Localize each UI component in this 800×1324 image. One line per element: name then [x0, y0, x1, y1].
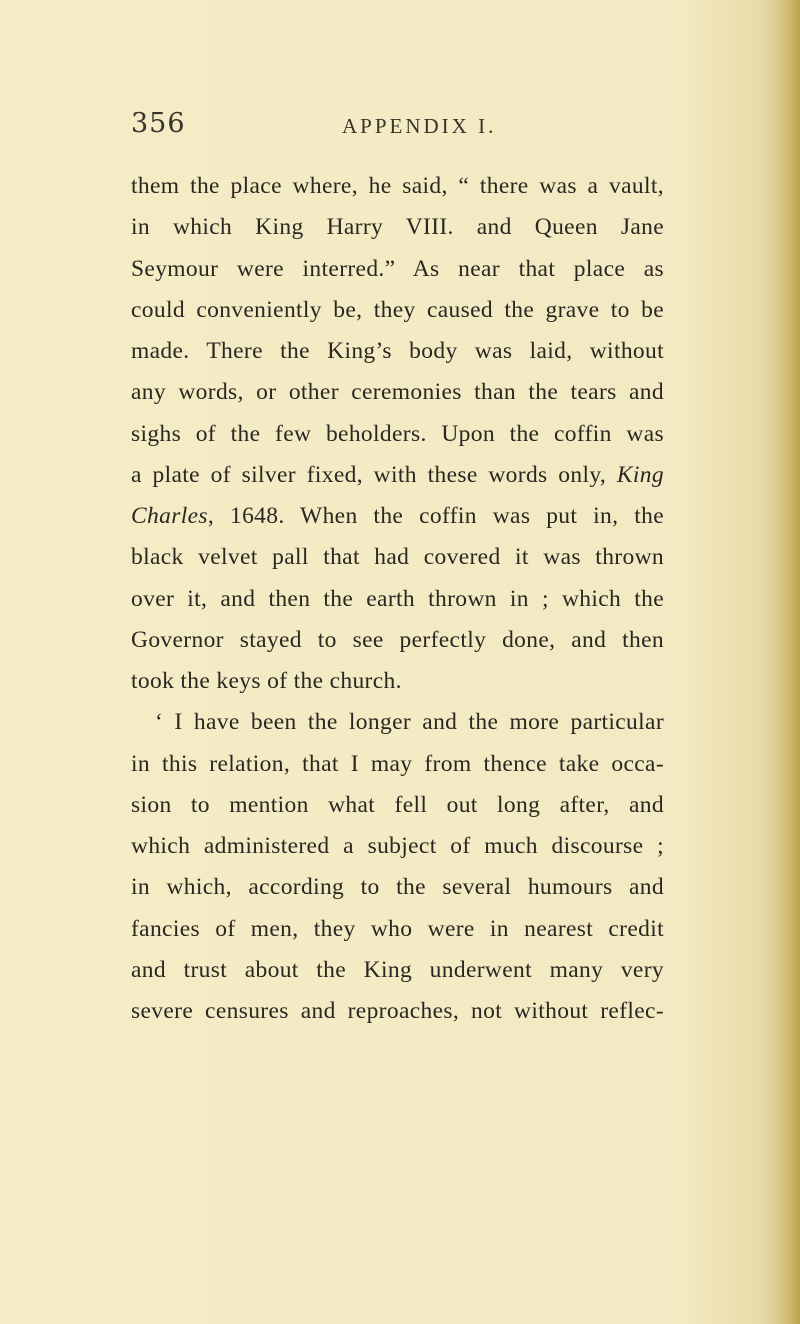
page-number: 356	[131, 108, 186, 139]
text-line: in which, according to the several humours and	[131, 874, 664, 901]
running-title: APPENDIX I.	[342, 114, 497, 138]
text-segment: , 1648. When the coffin was put in, the	[207, 503, 664, 529]
text-line: Governor stayed to see perfectly done, and then	[131, 626, 664, 653]
text-line: sighs of the few beholders. Upon the coffin was	[131, 420, 664, 447]
text-line: Seymour were interred.” As near that place as	[131, 255, 664, 282]
text-line: could conveniently be, they caused the grave to be	[131, 296, 664, 323]
text-line: black velvet pall that had covered it was thrown	[131, 544, 664, 571]
text-line: any words, or other ceremonies than the tears and	[131, 379, 664, 406]
text-line: severe censures and reproaches, not without reflec-	[131, 998, 664, 1024]
text-line: in which King Harry VIII. and Queen Jane	[131, 214, 664, 241]
text-line	[131, 496, 664, 537]
text-line: in this relation, that I may from thence take occa-	[131, 750, 664, 777]
text-line: and trust about the King underwent many very	[131, 956, 664, 983]
running-head	[0, 108, 800, 152]
text-line: made. There the King’s body was laid, without	[131, 338, 664, 364]
text-line: which administered a subject of much discourse ;	[131, 833, 664, 859]
italic-name: Charles	[131, 503, 208, 529]
text-segment: a plate of silver fixed, with these words only,	[131, 461, 617, 488]
text-line: fancies of men, they who were in nearest credit	[131, 915, 664, 942]
page-edge-shadow	[778, 0, 800, 1324]
body-text	[131, 166, 664, 1032]
text-line: them the place where, he said, “ there was a vault,	[131, 173, 664, 199]
text-line: sion to mention what fell out long after, and	[131, 791, 664, 818]
text-line: ‘ I have been the longer and the more particular	[155, 709, 664, 736]
text-line	[131, 455, 664, 496]
text-line: took the keys of the church.	[131, 668, 402, 694]
text-line: over it, and then the earth thrown in ; which the	[131, 585, 664, 612]
italic-name: King	[616, 461, 664, 488]
